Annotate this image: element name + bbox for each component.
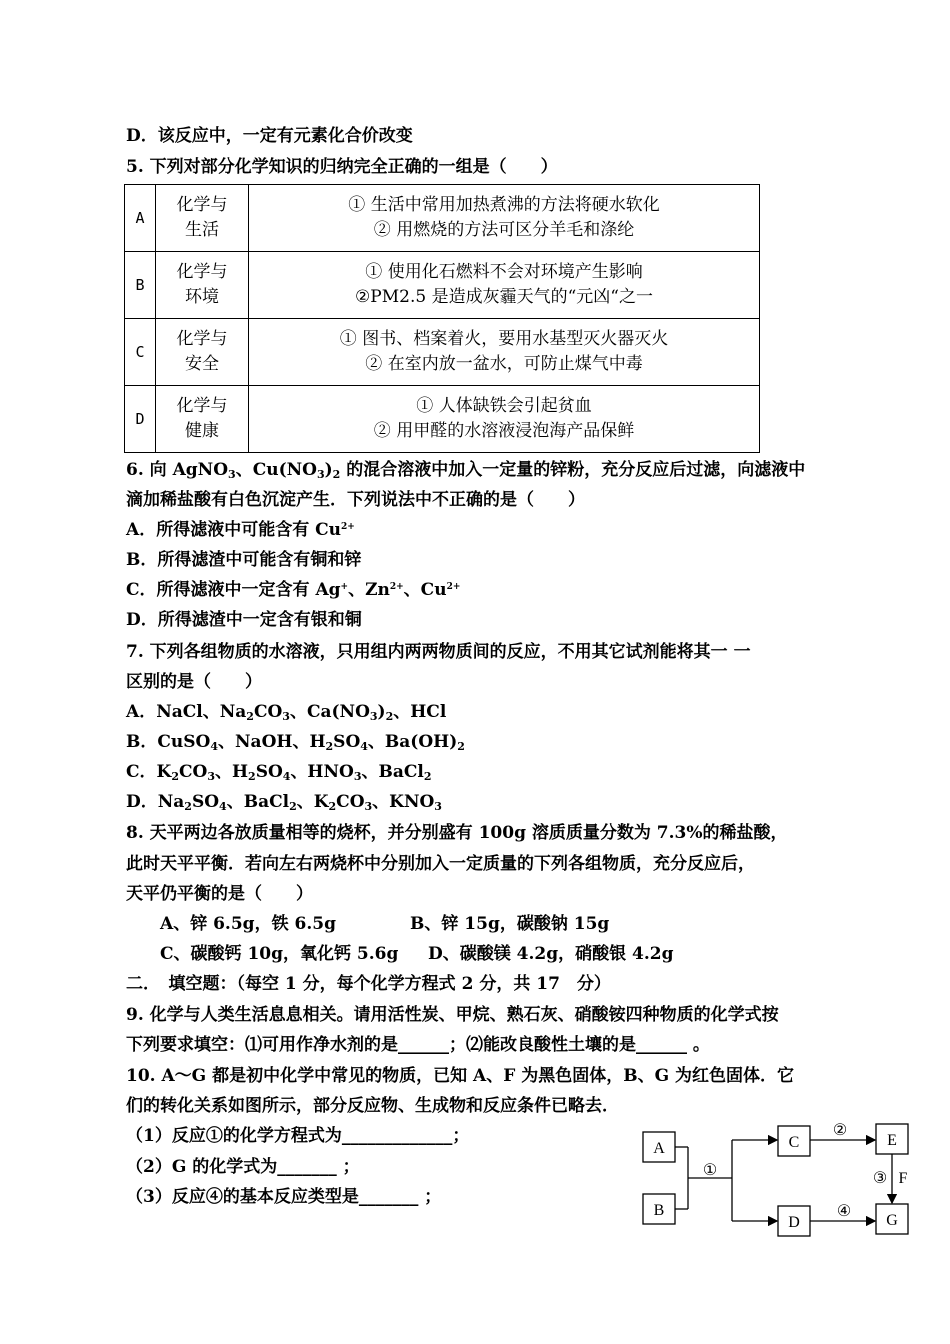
row-content: ① 使用化石燃料不会对环境产生影响 ②PM2.5 是造成灰霾天气的“元凶“之一 xyxy=(249,252,760,319)
row-category: 化学与 健康 xyxy=(156,386,249,453)
q8-option-d: D、碳酸镁 4.2g，硝酸银 4.2g xyxy=(428,944,674,964)
row-letter: C xyxy=(125,319,156,386)
reaction-2-label: ② xyxy=(832,1122,848,1139)
q7-option-d: D．$Na_2SO_4$、BaCl$_2$、$K_2CO_3$、$KNO_3$ xyxy=(126,792,442,813)
row-category: 化学与 生活 xyxy=(156,185,249,252)
q8-stem-3: 天平仍平衡的是（ ） xyxy=(126,884,313,904)
label-a: A xyxy=(653,1140,665,1157)
q6-stem: 6. 向 AgNO$_3$、$Cu(NO_3)_2$ 的混合溶液中加入一定量的锌粉，充分反应后过滤，向滤液中 xyxy=(126,460,806,481)
table-row xyxy=(125,386,760,453)
q10-part-1: （1）反应①的化学方程式为_____________； xyxy=(126,1126,470,1146)
label-e: E xyxy=(887,1132,897,1149)
q6-option-c: C．所得滤液中一定含有 Ag+、$Zn^{2+}$、$Cu^{2+}$ xyxy=(126,580,461,600)
row-category: 化学与 安全 xyxy=(156,319,249,386)
row-content: ① 图书、档案着火，要用水基型灭火器灭火 ② 在室内放一盆水，可防止煤气中毒 xyxy=(249,319,760,386)
q7-option-a: A．NaCl、$Na_2CO_3$、$Ca(NO_3)_2$、HCl xyxy=(126,702,447,723)
knowledge-table xyxy=(124,184,760,453)
row-content: ① 人体缺铁会引起贫血 ② 用甲醛的水溶液浸泡海产品保鲜 xyxy=(249,386,760,453)
q7-option-c: C．$K_2CO_3$、$H_2SO_4$、$HNO_3$、BaCl$_2$ xyxy=(126,762,432,783)
conversion-diagram xyxy=(640,1118,930,1238)
q6-option-b: B．所得滤渣中可能含有铜和锌 xyxy=(126,550,362,570)
q7-stem-2: 区别的是（ ） xyxy=(126,672,262,692)
reagent-f-label: F xyxy=(898,1170,908,1187)
q6-option-a: A．所得滤液中可能含有 $Cu^{2+}$ xyxy=(126,520,355,540)
q6-stem-2: 滴加稀盐酸有白色沉淀产生．下列说法中不正确的是（ ） xyxy=(126,490,585,510)
q8-option-b: B、锌 15g，碳酸钠 15g xyxy=(410,914,610,934)
row-category: 化学与 环境 xyxy=(156,252,249,319)
q8-option-c: C、碳酸钙 10g，氧化钙 5.6g xyxy=(160,944,399,964)
label-g: G xyxy=(886,1212,898,1229)
q10-part-2: （2）G 的化学式为_______ ； xyxy=(126,1157,360,1177)
row-content: ① 生活中常用加热煮沸的方法将硬水软化 ② 用燃烧的方法可区分羊毛和涤纶 xyxy=(249,185,760,252)
row-letter: A xyxy=(125,185,156,252)
q9-stem-2: 下列要求填空：⑴可用作净水剂的是______；⑵能改良酸性土壤的是______ 。 xyxy=(126,1035,710,1055)
q10-part-3: （3）反应④的基本反应类型是_______ ； xyxy=(126,1187,442,1207)
label-c: C xyxy=(788,1134,800,1151)
q5-stem: 5. 下列对部分化学知识的归纳完全正确的一组是（ ） xyxy=(126,157,558,177)
q9-stem: 9. 化学与人类生活息息相关。请用活性炭、甲烷、熟石灰、硝酸铵四种物质的化学式按 xyxy=(126,1005,779,1025)
table-row xyxy=(125,252,760,319)
q7-option-b: B．CuSO$_4$、NaOH、$H_2SO_4$、$Ba(OH)_2$ xyxy=(126,732,465,753)
row-letter: D xyxy=(125,386,156,453)
section-two-heading: 二． 填空题：（每空 1 分，每个化学方程式 2 分，共 17 分） xyxy=(126,974,611,994)
q10-stem-2: 们的转化关系如图所示，部分反应物、生成物和反应条件已略去． xyxy=(126,1096,619,1116)
q7-stem: 7. 下列各组物质的水溶液，只用组内两两物质间的反应，不用其它试剂能将其一 一 xyxy=(126,642,751,662)
q8-stem: 8. 天平两边各放质量相等的烧杯，并分别盛有 100g 溶质质量分数为 7.3%的稀盐酸， xyxy=(126,823,788,843)
label-d: D xyxy=(788,1214,800,1231)
q10-stem: 10. A～G 都是初中化学中常见的物质，已知 A、F 为黑色固体，B、G 为红色固体．它 xyxy=(126,1066,795,1086)
table-row xyxy=(125,185,760,252)
reaction-1-label: ① xyxy=(702,1162,718,1179)
table-row xyxy=(125,319,760,386)
q8-option-a: A、锌 6.5g，铁 6.5g xyxy=(160,914,336,934)
q6-option-d: D．所得滤渣中一定含有银和铜 xyxy=(126,610,362,630)
label-b: B xyxy=(653,1202,665,1219)
q4-option-d: D．该反应中，一定有元素化合价改变 xyxy=(126,126,413,146)
reaction-4-label: ④ xyxy=(836,1203,852,1220)
row-letter: B xyxy=(125,252,156,319)
q8-stem-2: 此时天平平衡．若向左右两烧杯中分别加入一定质量的下列各组物质，充分反应后， xyxy=(126,854,755,874)
reaction-3-label: ③ xyxy=(872,1170,888,1187)
